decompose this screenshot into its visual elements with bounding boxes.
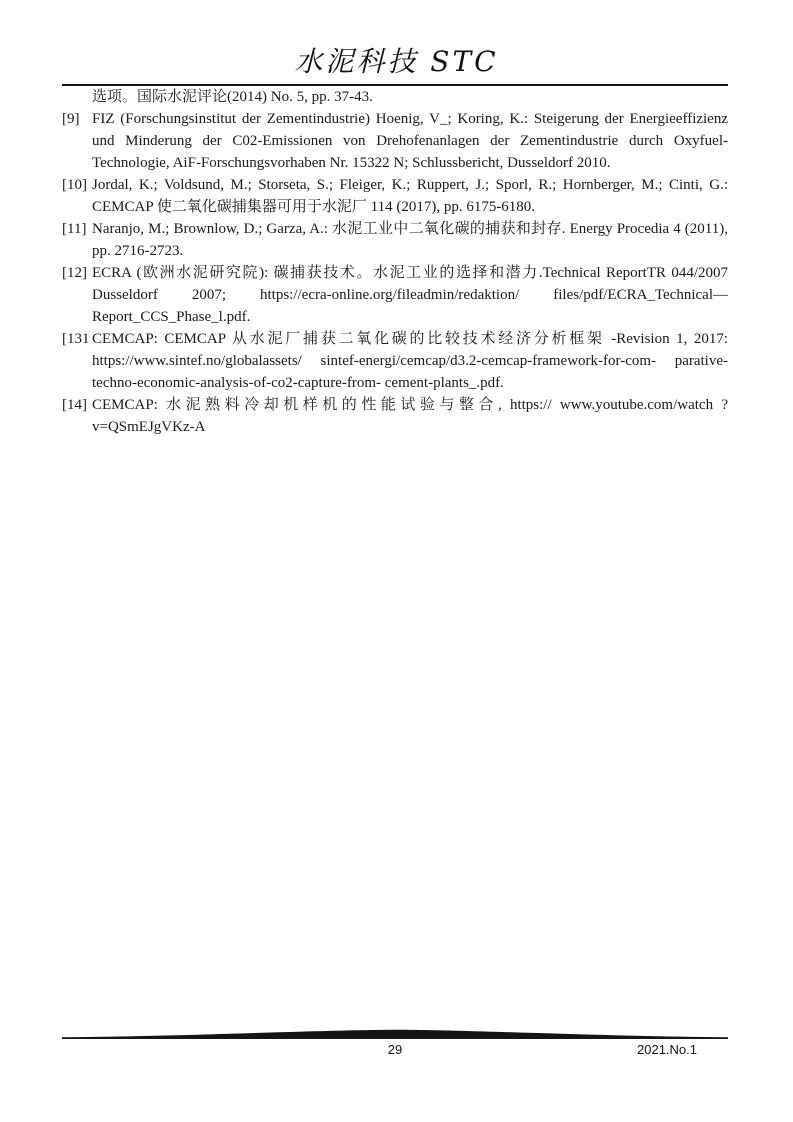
- reference-text: Naranjo, M.; Brownlow, D.; Garza, A.: 水泥工业中二氧化碳的捕获和封存. Energy Procedia 4 (2011), pp. 2716-2723.: [92, 221, 728, 259]
- reference-item: [62, 394, 728, 438]
- journal-title: 水泥科技 STC: [294, 45, 499, 78]
- footer-decorative-rule: [62, 1028, 728, 1041]
- reference-item: [62, 262, 728, 328]
- reference-marker: [14]: [62, 397, 87, 413]
- reference-continuation-line: 选项。国际水泥评论(2014) No. 5, pp. 37-43.: [92, 89, 373, 105]
- reference-marker: [12]: [62, 265, 87, 281]
- reference-marker: [10]: [62, 177, 87, 193]
- reference-text: CEMCAP: 水泥熟料冷却机样机的性能试验与整合, https:// www.youtube.com/watch ?v=QSmEJgVKz-A: [92, 397, 728, 435]
- reference-text: CEMCAP: CEMCAP 从水泥厂捕获二氧化碳的比较技术经济分析框架 -Revision 1, 2017: https://www.sintef.no/globalassets/ sintef-energi/cemcap/d3.2-cemcap-framework-for-com- parative-techno-economic-analysis-of-co2-capture-from- cement-plants_.pdf.: [92, 331, 728, 391]
- reference-item: [62, 174, 728, 218]
- references-section: [62, 86, 728, 438]
- reference-marker: [11]: [62, 221, 87, 237]
- reference-marker: [131: [62, 331, 90, 347]
- reference-item: [62, 218, 728, 262]
- reference-text: Jordal, K.; Voldsund, M.; Storseta, S.; Fleiger, K.; Ruppert, J.; Sporl, R.; Hornberger, M.; Cinti, G.: CEMCAP 使二氧化碳捕集器可用于水泥厂 114 (2017), pp. 6175-6180.: [92, 177, 728, 215]
- reference-item: [62, 108, 728, 174]
- reference-item: [62, 328, 728, 394]
- issue-number: 2021.No.1: [637, 1042, 697, 1057]
- page-number: 29: [387, 1042, 403, 1057]
- reference-text: FIZ (Forschungsinstitut der Zementindustrie) Hoenig, V_; Koring, K.: Steigerung der Energieeffizienz und Minderung der C02-Emissionen von Drehofenanlagen der Zementindustrie durch Oxyfuel-Technologie, AiF-Forschungsvorhaben Nr. 15322 N; Schlussbericht, Dusseldorf 2010.: [92, 111, 728, 171]
- footer: [62, 1042, 728, 1060]
- reference-marker: [9]: [62, 111, 80, 127]
- reference-text: ECRA (欧洲水泥研究院): 碳捕获技术。水泥工业的选择和潜力.Technical ReportTR 044/2007 Dusseldorf 2007; https://ecra-online.org/fileadmin/redaktion/ files/pdf/ECRA_Technical—Report_CCS_Phase_l.pdf.: [92, 265, 728, 325]
